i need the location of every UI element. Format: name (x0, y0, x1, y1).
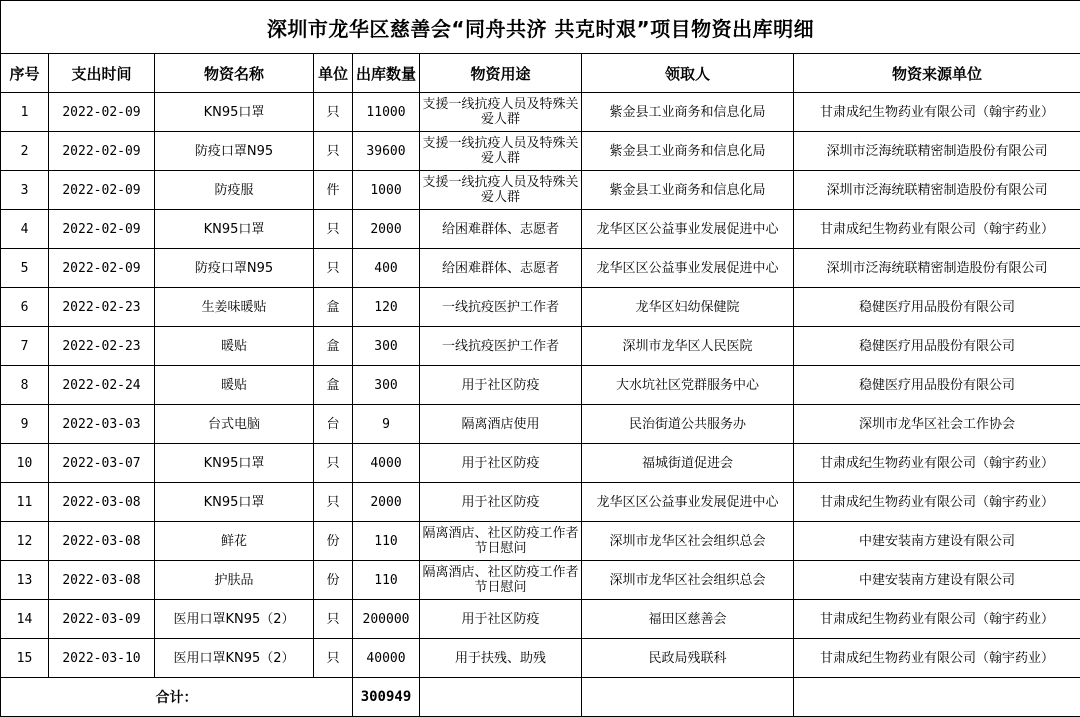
cell-source: 甘肃成纪生物药业有限公司（翰宇药业） (794, 483, 1080, 522)
cell-quantity: 40000 (353, 639, 420, 678)
cell-index: 7 (1, 327, 49, 366)
cell-unit: 只 (314, 444, 353, 483)
cell-date: 2022-02-09 (49, 171, 155, 210)
cell-date: 2022-03-08 (49, 522, 155, 561)
cell-purpose: 隔离酒店、社区防疫工作者节日慰问 (420, 561, 582, 600)
cell-purpose: 一线抗疫医护工作者 (420, 288, 582, 327)
cell-source: 中建安装南方建设有限公司 (794, 561, 1080, 600)
cell-quantity: 2000 (353, 210, 420, 249)
header-quantity: 出库数量 (353, 54, 420, 93)
cell-item-name: 暖贴 (155, 327, 314, 366)
cell-item-name: KN95口罩 (155, 210, 314, 249)
cell-quantity: 1000 (353, 171, 420, 210)
cell-quantity: 110 (353, 561, 420, 600)
cell-purpose: 隔离酒店使用 (420, 405, 582, 444)
cell-unit: 盒 (314, 327, 353, 366)
total-row (1, 678, 1080, 717)
cell-source: 深圳市龙华区社会工作协会 (794, 405, 1080, 444)
cell-recipient: 深圳市龙华区社会组织总会 (582, 561, 794, 600)
cell-source: 稳健医疗用品股份有限公司 (794, 327, 1080, 366)
cell-quantity: 300 (353, 366, 420, 405)
cell-quantity: 2000 (353, 483, 420, 522)
cell-quantity: 300 (353, 327, 420, 366)
cell-purpose: 支援一线抗疫人员及特殊关爱人群 (420, 132, 582, 171)
cell-source: 甘肃成纪生物药业有限公司（翰宇药业） (794, 444, 1080, 483)
cell-quantity: 120 (353, 288, 420, 327)
cell-date: 2022-03-07 (49, 444, 155, 483)
cell-purpose: 用于社区防疫 (420, 600, 582, 639)
title-row (1, 1, 1080, 54)
cell-index: 4 (1, 210, 49, 249)
cell-purpose: 支援一线抗疫人员及特殊关爱人群 (420, 93, 582, 132)
cell-date: 2022-02-09 (49, 210, 155, 249)
cell-item-name: 医用口罩KN95（2） (155, 600, 314, 639)
table-row (1, 249, 1080, 288)
cell-date: 2022-02-23 (49, 288, 155, 327)
total-empty-cell (420, 678, 582, 717)
header-unit: 单位 (314, 54, 353, 93)
cell-date: 2022-02-24 (49, 366, 155, 405)
cell-item-name: 台式电脑 (155, 405, 314, 444)
cell-unit: 只 (314, 93, 353, 132)
cell-item-name: KN95口罩 (155, 483, 314, 522)
cell-purpose: 用于社区防疫 (420, 483, 582, 522)
cell-date: 2022-03-10 (49, 639, 155, 678)
cell-index: 6 (1, 288, 49, 327)
cell-index: 13 (1, 561, 49, 600)
cell-recipient: 福城街道促进会 (582, 444, 794, 483)
cell-index: 2 (1, 132, 49, 171)
cell-recipient: 龙华区妇幼保健院 (582, 288, 794, 327)
table-row (1, 444, 1080, 483)
cell-source: 甘肃成纪生物药业有限公司（翰宇药业） (794, 210, 1080, 249)
cell-quantity: 11000 (353, 93, 420, 132)
cell-unit: 台 (314, 405, 353, 444)
cell-recipient: 紫金县工业商务和信息化局 (582, 93, 794, 132)
cell-source: 稳健医疗用品股份有限公司 (794, 288, 1080, 327)
table-row (1, 210, 1080, 249)
cell-date: 2022-02-09 (49, 93, 155, 132)
cell-unit: 只 (314, 249, 353, 288)
cell-recipient: 福田区慈善会 (582, 600, 794, 639)
cell-source: 中建安装南方建设有限公司 (794, 522, 1080, 561)
table-row (1, 600, 1080, 639)
cell-unit: 只 (314, 483, 353, 522)
cell-item-name: 鲜花 (155, 522, 314, 561)
cell-purpose: 支援一线抗疫人员及特殊关爱人群 (420, 171, 582, 210)
cell-recipient: 大水坑社区党群服务中心 (582, 366, 794, 405)
cell-source: 甘肃成纪生物药业有限公司（翰宇药业） (794, 639, 1080, 678)
cell-recipient: 深圳市龙华区人民医院 (582, 327, 794, 366)
header-index: 序号 (1, 54, 49, 93)
cell-source: 稳健医疗用品股份有限公司 (794, 366, 1080, 405)
cell-item-name: 防疫口罩N95 (155, 249, 314, 288)
cell-purpose: 用于社区防疫 (420, 366, 582, 405)
cell-index: 15 (1, 639, 49, 678)
cell-quantity: 110 (353, 522, 420, 561)
cell-recipient: 深圳市龙华区社会组织总会 (582, 522, 794, 561)
header-date: 支出时间 (49, 54, 155, 93)
cell-recipient: 龙华区区公益事业发展促进中心 (582, 249, 794, 288)
header-row (1, 54, 1080, 93)
cell-date: 2022-03-08 (49, 561, 155, 600)
header-item-name: 物资名称 (155, 54, 314, 93)
cell-quantity: 39600 (353, 132, 420, 171)
total-value: 300949 (353, 678, 420, 717)
header-source: 物资来源单位 (794, 54, 1080, 93)
cell-purpose: 隔离酒店、社区防疫工作者节日慰问 (420, 522, 582, 561)
cell-date: 2022-03-03 (49, 405, 155, 444)
cell-quantity: 9 (353, 405, 420, 444)
table-row (1, 93, 1080, 132)
header-purpose: 物资用途 (420, 54, 582, 93)
cell-purpose: 一线抗疫医护工作者 (420, 327, 582, 366)
cell-unit: 份 (314, 522, 353, 561)
cell-purpose: 用于社区防疫 (420, 444, 582, 483)
cell-index: 3 (1, 171, 49, 210)
cell-recipient: 龙华区区公益事业发展促进中心 (582, 483, 794, 522)
cell-source: 甘肃成纪生物药业有限公司（翰宇药业） (794, 93, 1080, 132)
cell-unit: 只 (314, 210, 353, 249)
cell-index: 5 (1, 249, 49, 288)
cell-unit: 只 (314, 600, 353, 639)
cell-item-name: 防疫口罩N95 (155, 132, 314, 171)
cell-source: 甘肃成纪生物药业有限公司（翰宇药业） (794, 600, 1080, 639)
cell-source: 深圳市泛海统联精密制造股份有限公司 (794, 249, 1080, 288)
cell-index: 8 (1, 366, 49, 405)
cell-index: 1 (1, 93, 49, 132)
cell-unit: 只 (314, 639, 353, 678)
cell-source: 深圳市泛海统联精密制造股份有限公司 (794, 132, 1080, 171)
cell-quantity: 200000 (353, 600, 420, 639)
cell-index: 10 (1, 444, 49, 483)
cell-recipient: 民政局残联科 (582, 639, 794, 678)
cell-unit: 份 (314, 561, 353, 600)
total-label: 合计： (1, 678, 353, 717)
cell-quantity: 400 (353, 249, 420, 288)
cell-unit: 件 (314, 171, 353, 210)
table-row (1, 483, 1080, 522)
cell-item-name: 医用口罩KN95（2） (155, 639, 314, 678)
cell-index: 14 (1, 600, 49, 639)
cell-unit: 盒 (314, 288, 353, 327)
cell-unit: 只 (314, 132, 353, 171)
table-row (1, 171, 1080, 210)
table-row (1, 327, 1080, 366)
cell-purpose: 给困难群体、志愿者 (420, 210, 582, 249)
cell-recipient: 民治街道公共服务办 (582, 405, 794, 444)
cell-index: 12 (1, 522, 49, 561)
cell-index: 9 (1, 405, 49, 444)
total-empty-cell (582, 678, 794, 717)
cell-date: 2022-03-08 (49, 483, 155, 522)
total-empty-cell (794, 678, 1080, 717)
table-row (1, 405, 1080, 444)
table-row (1, 639, 1080, 678)
cell-recipient: 紫金县工业商务和信息化局 (582, 171, 794, 210)
cell-item-name: 暖贴 (155, 366, 314, 405)
cell-quantity: 4000 (353, 444, 420, 483)
table-row (1, 132, 1080, 171)
cell-recipient: 龙华区区公益事业发展促进中心 (582, 210, 794, 249)
cell-date: 2022-02-23 (49, 327, 155, 366)
table-body (1, 93, 1080, 678)
cell-recipient: 紫金县工业商务和信息化局 (582, 132, 794, 171)
cell-index: 11 (1, 483, 49, 522)
cell-purpose: 用于扶残、助残 (420, 639, 582, 678)
cell-item-name: KN95口罩 (155, 444, 314, 483)
table-row (1, 522, 1080, 561)
cell-date: 2022-03-09 (49, 600, 155, 639)
header-recipient: 领取人 (582, 54, 794, 93)
table-title: 深圳市龙华区慈善会“同舟共济 共克时艰”项目物资出库明细 (1, 1, 1080, 54)
cell-item-name: 护肤品 (155, 561, 314, 600)
cell-item-name: 防疫服 (155, 171, 314, 210)
table-row (1, 288, 1080, 327)
table-row (1, 561, 1080, 600)
cell-purpose: 给困难群体、志愿者 (420, 249, 582, 288)
cell-date: 2022-02-09 (49, 249, 155, 288)
cell-date: 2022-02-09 (49, 132, 155, 171)
table-row (1, 366, 1080, 405)
cell-item-name: 生姜味暖贴 (155, 288, 314, 327)
cell-item-name: KN95口罩 (155, 93, 314, 132)
cell-source: 深圳市泛海统联精密制造股份有限公司 (794, 171, 1080, 210)
cell-unit: 盒 (314, 366, 353, 405)
